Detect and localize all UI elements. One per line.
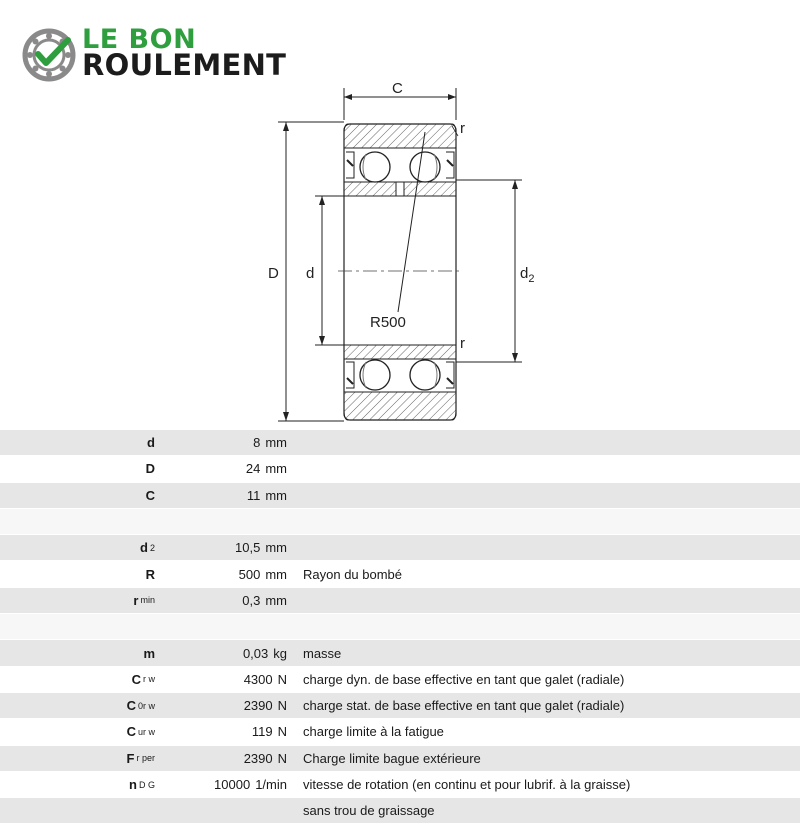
unit-text: N — [277, 750, 287, 766]
unit-text: mm — [265, 540, 287, 556]
row-description — [293, 430, 800, 455]
row-value — [185, 798, 293, 823]
value-text: 2390 — [243, 750, 273, 766]
row-symbol — [0, 667, 185, 692]
row-symbol — [0, 483, 185, 508]
symbol-text: n — [129, 777, 137, 792]
row-description — [293, 719, 800, 744]
value-text: 119 — [251, 724, 273, 740]
row-value — [185, 561, 293, 586]
description-text: Charge limite bague extérieure — [303, 750, 481, 766]
symbol-text: D — [145, 461, 155, 477]
row-symbol — [0, 509, 185, 534]
row-value — [185, 719, 293, 744]
value-text: 500 — [238, 566, 261, 582]
table-row — [0, 798, 800, 823]
unit-text: mm — [265, 592, 287, 608]
unit-text: N — [277, 724, 287, 740]
row-symbol — [0, 614, 185, 639]
unit-text: mm — [265, 566, 287, 582]
value-text: 10000 — [214, 777, 251, 792]
symbol-text: C — [131, 671, 141, 687]
unit-text: mm — [265, 435, 287, 451]
value-text: 11 — [246, 487, 261, 503]
dim-label-r-bottom: r — [460, 335, 465, 352]
row-value — [185, 535, 293, 560]
unit-text: kg — [273, 645, 287, 661]
row-value — [185, 456, 293, 481]
table-row — [0, 535, 800, 560]
description-text: Rayon du bombé — [303, 566, 403, 582]
value-text: 10,5 — [235, 540, 261, 556]
row-value — [185, 640, 293, 665]
row-description — [293, 456, 800, 481]
unit-text: mm — [265, 461, 287, 477]
spec-table — [0, 430, 800, 824]
row-value — [185, 746, 293, 771]
row-value — [185, 430, 293, 455]
table-row — [0, 772, 800, 797]
value-text: 8 — [253, 435, 261, 451]
dim-label-r500: R500 — [370, 314, 406, 331]
row-symbol — [0, 772, 185, 797]
symbol-subscript: r per — [136, 753, 155, 764]
table-row — [0, 667, 800, 692]
table-row — [0, 640, 800, 665]
row-symbol — [0, 588, 185, 613]
row-description — [293, 667, 800, 692]
description-text: sans trou de graissage — [303, 803, 435, 819]
logo-line-2: ROULEMENT — [82, 48, 287, 82]
row-description — [293, 535, 800, 560]
row-description — [293, 693, 800, 718]
row-value — [185, 772, 293, 797]
table-row — [0, 614, 800, 639]
row-symbol — [0, 719, 185, 744]
table-row — [0, 483, 800, 508]
dim-label-c: C — [392, 80, 403, 97]
row-value — [185, 693, 293, 718]
row-description — [293, 614, 800, 639]
dim-label-small-d: d — [306, 265, 315, 282]
row-value — [185, 614, 293, 639]
table-row — [0, 746, 800, 771]
symbol-text: d — [147, 435, 155, 451]
row-description — [293, 588, 800, 613]
dim-label-big-d: D — [268, 265, 279, 282]
table-row — [0, 588, 800, 613]
row-description — [293, 483, 800, 508]
table-row — [0, 430, 800, 455]
row-description — [293, 509, 800, 534]
symbol-text: F — [126, 750, 135, 766]
symbol-subscript: 0r w — [137, 700, 155, 711]
unit-text: N — [277, 671, 287, 687]
symbol-text: C — [126, 724, 136, 740]
symbol-text: C — [126, 698, 136, 714]
table-row — [0, 719, 800, 744]
symbol-subscript: ur w — [137, 726, 155, 737]
row-symbol — [0, 798, 185, 823]
row-symbol — [0, 693, 185, 718]
symbol-text: R — [145, 566, 155, 582]
description-text: charge dyn. de base effective en tant que galet (radiale) — [303, 671, 625, 687]
value-text: 2390 — [243, 698, 273, 714]
row-value — [185, 667, 293, 692]
logo-line-1: LE BON — [82, 24, 197, 55]
row-value — [185, 509, 293, 534]
row-description — [293, 640, 800, 665]
symbol-text: r — [133, 592, 139, 608]
symbol-text: C — [145, 487, 155, 503]
row-value — [185, 588, 293, 613]
symbol-subscript: 2 — [149, 542, 155, 553]
row-description — [293, 798, 800, 823]
description-text: vitesse de rotation (en continu et pour lubrif. à la graisse) — [303, 777, 631, 792]
symbol-text: d — [140, 540, 148, 556]
row-symbol — [0, 430, 185, 455]
value-text: 0,3 — [242, 592, 261, 608]
table-row — [0, 456, 800, 481]
row-symbol — [0, 746, 185, 771]
value-text: 4300 — [243, 671, 273, 687]
row-description — [293, 772, 800, 797]
table-row — [0, 509, 800, 534]
row-description — [293, 561, 800, 586]
dim-label-r-top: r — [460, 120, 465, 137]
table-row — [0, 693, 800, 718]
row-symbol — [0, 561, 185, 586]
description-text: charge stat. de base effective en tant que galet (radiale) — [303, 698, 625, 714]
unit-text: mm — [265, 487, 287, 503]
symbol-subscript: r w — [143, 674, 155, 685]
description-text: masse — [303, 645, 342, 661]
row-symbol — [0, 640, 185, 665]
row-symbol — [0, 456, 185, 481]
symbol-subscript: min — [140, 595, 155, 606]
value-text: 0,03 — [242, 645, 269, 661]
symbol-text: m — [143, 645, 155, 661]
dim-label-d2: $d_2$ — [520, 265, 535, 285]
description-text: charge limite à la fatigue — [303, 724, 444, 740]
row-description — [293, 746, 800, 771]
unit-text: N — [277, 698, 287, 714]
row-value — [185, 483, 293, 508]
row-symbol — [0, 535, 185, 560]
table-row — [0, 561, 800, 586]
symbol-subscript: D G — [138, 779, 155, 790]
unit-text: 1/min — [255, 777, 287, 792]
value-text: 24 — [245, 461, 261, 477]
